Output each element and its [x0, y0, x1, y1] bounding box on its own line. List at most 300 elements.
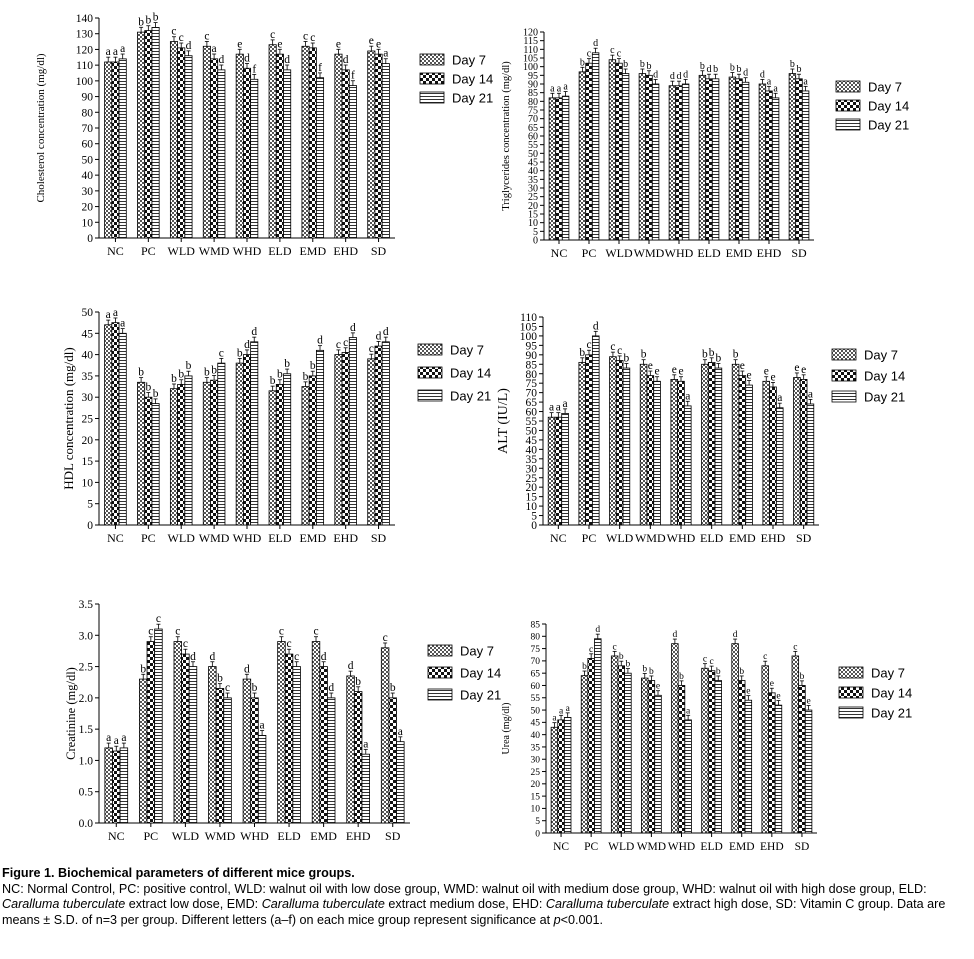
y-tick-label: 30 — [525, 463, 537, 476]
y-tick-label: 90 — [528, 79, 538, 91]
legend-swatch — [418, 344, 442, 355]
bar — [805, 710, 812, 833]
bar — [112, 323, 119, 525]
category-label: ELD — [700, 531, 724, 545]
significance-letter: a — [803, 76, 808, 88]
bar — [772, 98, 779, 240]
significance-letter: d — [347, 660, 354, 673]
significance-letter: a — [120, 317, 126, 330]
y-tick-label: 10 — [81, 477, 93, 490]
significance-letter: b — [582, 662, 587, 673]
caption-text: <0.001. — [560, 912, 604, 927]
significance-letter: d — [382, 326, 389, 339]
significance-letter: b — [699, 60, 705, 72]
bar — [224, 698, 232, 823]
bar — [579, 362, 586, 525]
bar — [618, 666, 625, 833]
significance-letter: b — [623, 352, 630, 365]
bar — [742, 82, 749, 240]
y-tick-label: 20 — [525, 482, 537, 495]
y-tick-label: 85 — [528, 88, 538, 100]
bar — [185, 376, 192, 525]
significance-letter: b — [640, 348, 647, 361]
legend-label: Day 21 — [452, 90, 494, 106]
significance-letter: e — [655, 681, 661, 692]
significance-letter: b — [796, 64, 802, 76]
legend-label: Day 7 — [864, 347, 898, 363]
bar — [654, 381, 661, 525]
legend-label: Day 21 — [450, 388, 492, 404]
bar — [702, 364, 709, 525]
significance-letter: a — [565, 703, 570, 714]
legend-label: Day 14 — [450, 365, 492, 381]
significance-letter: d — [244, 52, 250, 65]
category-label: NC — [553, 841, 570, 853]
bar — [699, 75, 706, 240]
y-tick-label: 30 — [530, 755, 540, 766]
significance-letter: d — [706, 64, 712, 76]
y-tick-label: 90 — [81, 91, 93, 104]
bar — [558, 720, 565, 833]
significance-letter: b — [715, 666, 721, 677]
significance-letter: b — [138, 366, 144, 379]
significance-letter: b — [789, 59, 795, 71]
category-label: WMD — [204, 829, 236, 843]
significance-letter: f — [252, 63, 257, 76]
significance-letter: b — [217, 672, 223, 685]
significance-letter: d — [759, 69, 765, 81]
legend-label: Day 7 — [452, 52, 486, 68]
significance-letter: b — [251, 682, 258, 695]
significance-letter: c — [155, 613, 161, 626]
y-tick-label: 80 — [530, 632, 540, 643]
bar — [139, 679, 147, 823]
significance-letter: d — [284, 54, 290, 67]
significance-letter: d — [592, 320, 599, 333]
y-tick-label: 55 — [530, 694, 540, 705]
bar — [236, 363, 243, 525]
y-tick-label: 3.0 — [78, 630, 93, 643]
bar — [347, 676, 355, 823]
legend-label: Day 7 — [460, 643, 494, 659]
significance-letter: a — [562, 397, 568, 410]
legend-swatch — [836, 119, 860, 130]
legend-label: Day 14 — [864, 368, 906, 384]
bar — [609, 60, 616, 240]
category-label: WHD — [667, 841, 696, 853]
category-label: EHD — [760, 841, 784, 853]
significance-letter: a — [685, 390, 691, 403]
bar — [763, 381, 770, 525]
bar — [312, 642, 320, 823]
significance-letter: d — [350, 321, 356, 334]
y-tick-label: 110 — [520, 312, 537, 325]
y-tick-label: 100 — [519, 330, 537, 343]
significance-letter: c — [278, 625, 285, 638]
significance-letter: d — [251, 326, 258, 339]
y-tick-label: 60 — [528, 131, 538, 143]
bar — [112, 62, 119, 238]
y-tick-label: 35 — [525, 453, 537, 466]
legend-swatch — [420, 54, 444, 65]
significance-letter: e — [770, 371, 776, 384]
significance-letter: a — [120, 43, 126, 56]
significance-letter: c — [218, 347, 224, 360]
significance-letter: b — [708, 346, 715, 359]
bar — [120, 748, 128, 823]
bar — [137, 382, 144, 525]
bar — [209, 667, 217, 823]
legend-label: Day 14 — [452, 71, 494, 87]
significance-letter: c — [286, 638, 292, 651]
bar — [807, 404, 814, 525]
significance-letter: c — [382, 631, 388, 644]
y-tick-label: 130 — [75, 28, 93, 41]
bar — [284, 374, 291, 525]
category-label: SD — [370, 244, 387, 258]
category-label: ELD — [700, 841, 723, 853]
significance-letter: a — [106, 732, 112, 745]
significance-letter: d — [375, 330, 382, 343]
significance-letter: c — [335, 338, 341, 351]
significance-letter: e — [763, 365, 769, 378]
significance-letter: c — [763, 652, 768, 663]
bar — [648, 681, 655, 833]
y-tick-label: 45 — [81, 328, 93, 341]
y-tick-label: 60 — [81, 138, 93, 151]
y-tick-label: 90 — [525, 349, 537, 362]
significance-letter: a — [807, 388, 813, 401]
category-label: WHD — [666, 531, 696, 545]
bar — [800, 379, 807, 525]
bar — [119, 59, 126, 238]
bar — [708, 362, 715, 525]
y-tick-label: 0 — [87, 233, 93, 246]
significance-letter: e — [678, 365, 684, 378]
significance-letter: b — [152, 11, 159, 24]
category-label: ELD — [697, 246, 721, 260]
bar — [555, 417, 562, 525]
bar — [368, 359, 375, 525]
bar — [218, 363, 225, 525]
significance-letter: d — [209, 650, 216, 663]
significance-letter: d — [732, 630, 738, 641]
bar — [592, 53, 599, 240]
y-tick-label: 20 — [81, 201, 93, 214]
bar — [302, 46, 309, 238]
significance-letter: c — [270, 28, 276, 41]
legend-label: Day 21 — [871, 705, 913, 721]
urea-chart — [487, 585, 974, 855]
bar — [776, 408, 783, 525]
y-tick-label: 25 — [530, 767, 540, 778]
y-axis-label: HDL concentration (mg/dl) — [61, 347, 76, 490]
y-tick-label: 50 — [81, 307, 93, 320]
y-tick-label: 70 — [525, 387, 537, 400]
category-label: NC — [107, 244, 124, 258]
category-label: WLD — [167, 531, 195, 545]
bar — [362, 754, 370, 823]
bar — [655, 695, 662, 833]
y-tick-label: 0.0 — [78, 818, 93, 831]
bar — [646, 75, 653, 240]
significance-letter: e — [739, 360, 745, 373]
bar — [616, 63, 623, 240]
y-tick-label: 45 — [528, 157, 538, 169]
species-name: Caralluma tuberculate — [545, 897, 670, 911]
bar — [203, 46, 210, 238]
y-tick-label: 30 — [528, 183, 538, 195]
y-tick-label: 5 — [531, 510, 537, 523]
significance-letter: c — [148, 625, 154, 638]
category-label: WHD — [232, 244, 262, 258]
legend-label: Day 21 — [460, 687, 502, 703]
category-label: EMD — [299, 531, 327, 545]
category-label: EMD — [728, 531, 756, 545]
significance-letter: b — [713, 64, 719, 76]
significance-letter: b — [309, 360, 316, 373]
category-label: ELD — [277, 829, 301, 843]
bar — [671, 379, 678, 525]
y-tick-label: 75 — [528, 105, 538, 117]
y-tick-label: 1.5 — [78, 724, 93, 737]
significance-letter: a — [211, 43, 217, 56]
bar — [258, 735, 266, 823]
significance-letter: d — [672, 630, 678, 641]
y-tick-label: 35 — [528, 174, 538, 186]
category-label: WMD — [633, 246, 665, 260]
bar — [789, 74, 796, 240]
bar — [335, 54, 342, 238]
category-label: EHD — [760, 531, 786, 545]
category-label: WHD — [240, 829, 269, 843]
significance-letter: d — [320, 650, 327, 663]
significance-letter: c — [586, 339, 592, 352]
significance-letter: c — [616, 48, 622, 60]
y-tick-label: 2.0 — [78, 692, 93, 705]
category-label: ELD — [268, 531, 292, 545]
significance-letter: b — [736, 64, 742, 76]
bar — [796, 79, 803, 240]
species-name: Caralluma tuberculate — [2, 897, 126, 911]
y-tick-label: 70 — [530, 657, 540, 668]
significance-letter: e — [368, 35, 374, 48]
bar — [766, 91, 773, 240]
significance-letter: b — [277, 368, 283, 381]
y-tick-label: 25 — [525, 472, 537, 485]
significance-letter: b — [178, 368, 185, 381]
bar — [342, 352, 349, 525]
legend-swatch — [428, 667, 452, 678]
significance-letter: e — [237, 38, 243, 51]
bar — [715, 368, 722, 525]
significance-letter: e — [806, 696, 811, 707]
bar — [592, 336, 599, 525]
bar — [732, 364, 739, 525]
significance-letter: e — [769, 679, 774, 690]
y-tick-label: 110 — [523, 44, 538, 56]
bar — [105, 748, 113, 823]
legend-label: Day 7 — [868, 79, 902, 95]
significance-letter: b — [729, 62, 735, 74]
bar — [382, 342, 389, 525]
bar — [586, 355, 593, 525]
y-tick-label: 115 — [523, 36, 538, 48]
bar — [732, 644, 739, 833]
significance-letter: d — [328, 682, 335, 695]
significance-letter: b — [171, 372, 177, 385]
y-tick-label: 80 — [525, 368, 537, 381]
y-tick-label: 50 — [530, 706, 540, 717]
y-tick-label: 0 — [87, 520, 93, 533]
legend-swatch — [836, 100, 860, 111]
category-label: SD — [794, 841, 810, 853]
caption-text: NC: Normal Control, PC: positive control, WLD: walnut oil with low dose group, WMD: walnut oil with medium dose group, WHD: walnut oil with high dose group, ELD: — [2, 881, 927, 896]
significance-letter: a — [383, 47, 389, 60]
significance-letter: c — [793, 642, 798, 653]
y-axis-label: Triglycerides concentration (mg/dl) — [501, 61, 512, 211]
category-label: EMD — [725, 246, 753, 260]
significance-letter: b — [211, 364, 217, 377]
category-label: EMD — [299, 244, 327, 258]
bar — [152, 27, 159, 238]
significance-letter: e — [654, 365, 660, 378]
bar — [327, 698, 335, 823]
y-tick-label: 50 — [528, 148, 538, 160]
bar — [178, 384, 185, 525]
bar — [381, 648, 389, 823]
significance-letter: b — [140, 663, 147, 676]
significance-letter: a — [550, 83, 555, 95]
bar — [137, 32, 144, 238]
bar — [269, 45, 276, 238]
category-label: WMD — [634, 531, 666, 545]
significance-letter: a — [259, 719, 265, 732]
bar — [293, 667, 301, 823]
significance-letter: c — [343, 336, 349, 349]
bar — [739, 376, 746, 525]
y-tick-label: 10 — [525, 501, 537, 514]
bar — [586, 63, 593, 240]
bar — [792, 656, 799, 833]
significance-letter: b — [579, 57, 585, 69]
significance-letter: a — [112, 46, 118, 59]
category-label: NC — [549, 531, 567, 545]
y-tick-label: 2.5 — [78, 661, 93, 674]
bar — [145, 397, 152, 525]
y-axis-label: Cholesterol concentration (mg/dl) — [35, 53, 47, 203]
bar — [185, 56, 192, 238]
y-tick-label: 15 — [530, 792, 540, 803]
category-label: NC — [107, 829, 125, 843]
category-label: PC — [143, 829, 159, 843]
significance-letter: b — [579, 346, 586, 359]
y-tick-label: 40 — [81, 349, 93, 362]
category-label: PC — [581, 246, 597, 260]
legend — [420, 53, 493, 106]
bar — [236, 54, 243, 238]
significance-letter: b — [138, 16, 144, 29]
category-label: WLD — [167, 244, 195, 258]
bar — [276, 54, 283, 238]
bar — [375, 346, 382, 525]
significance-letter: c — [204, 30, 210, 43]
y-tick-label: 35 — [530, 743, 540, 754]
significance-letter: e — [335, 38, 341, 51]
legend-swatch — [832, 349, 856, 360]
significance-letter: a — [555, 401, 561, 414]
significance-letter: a — [397, 725, 403, 738]
y-tick-label: 5 — [87, 498, 93, 511]
y-tick-label: 45 — [530, 718, 540, 729]
y-tick-label: 65 — [528, 122, 538, 134]
bar — [375, 54, 382, 238]
bar — [672, 644, 679, 833]
legend-swatch — [839, 707, 863, 718]
bar — [189, 667, 197, 823]
significance-letter: a — [556, 83, 562, 95]
category-label: WMD — [636, 841, 667, 853]
y-tick-label: 80 — [528, 96, 538, 108]
bar — [218, 70, 225, 238]
legend-swatch — [832, 370, 856, 381]
category-label: ELD — [268, 244, 292, 258]
y-tick-label: 120 — [75, 44, 93, 57]
y-tick-label: 40 — [528, 166, 538, 178]
bar — [579, 72, 586, 240]
y-tick-label: 0 — [535, 829, 540, 840]
significance-letter: e — [277, 38, 283, 51]
significance-letter: a — [112, 306, 118, 319]
bar — [769, 693, 776, 833]
bar — [302, 387, 309, 525]
y-tick-label: 65 — [530, 669, 540, 680]
category-label: NC — [107, 531, 124, 545]
y-tick-label: 40 — [81, 170, 93, 183]
y-tick-label: 105 — [519, 321, 537, 334]
category-label: WHD — [232, 531, 262, 545]
y-tick-label: 120 — [523, 27, 538, 39]
significance-letter: d — [190, 650, 196, 663]
y-tick-label: 95 — [525, 340, 537, 353]
category-label: WMD — [198, 531, 230, 545]
y-tick-label: 15 — [81, 456, 93, 469]
significance-letter: c — [709, 657, 714, 668]
bar — [669, 86, 676, 240]
bar — [684, 406, 691, 525]
significance-letter: b — [739, 666, 745, 677]
significance-letter: c — [178, 32, 184, 45]
significance-letter: b — [389, 682, 396, 695]
significance-letter: c — [586, 48, 592, 60]
bar — [678, 381, 685, 525]
bar — [278, 642, 286, 823]
cholesterol-chart — [0, 0, 494, 285]
significance-letter: c — [702, 654, 708, 665]
y-tick-label: 30 — [81, 185, 93, 198]
y-tick-label: 65 — [525, 397, 537, 410]
bar — [702, 668, 709, 833]
significance-letter: f — [318, 61, 322, 74]
significance-letter: a — [121, 732, 127, 745]
bar — [203, 382, 210, 525]
significance-letter: c — [610, 45, 615, 57]
y-tick-label: 105 — [523, 53, 538, 65]
significance-letter: d — [595, 625, 601, 636]
bar — [715, 681, 722, 833]
significance-letter: d — [244, 663, 250, 676]
legend-swatch — [428, 645, 452, 656]
